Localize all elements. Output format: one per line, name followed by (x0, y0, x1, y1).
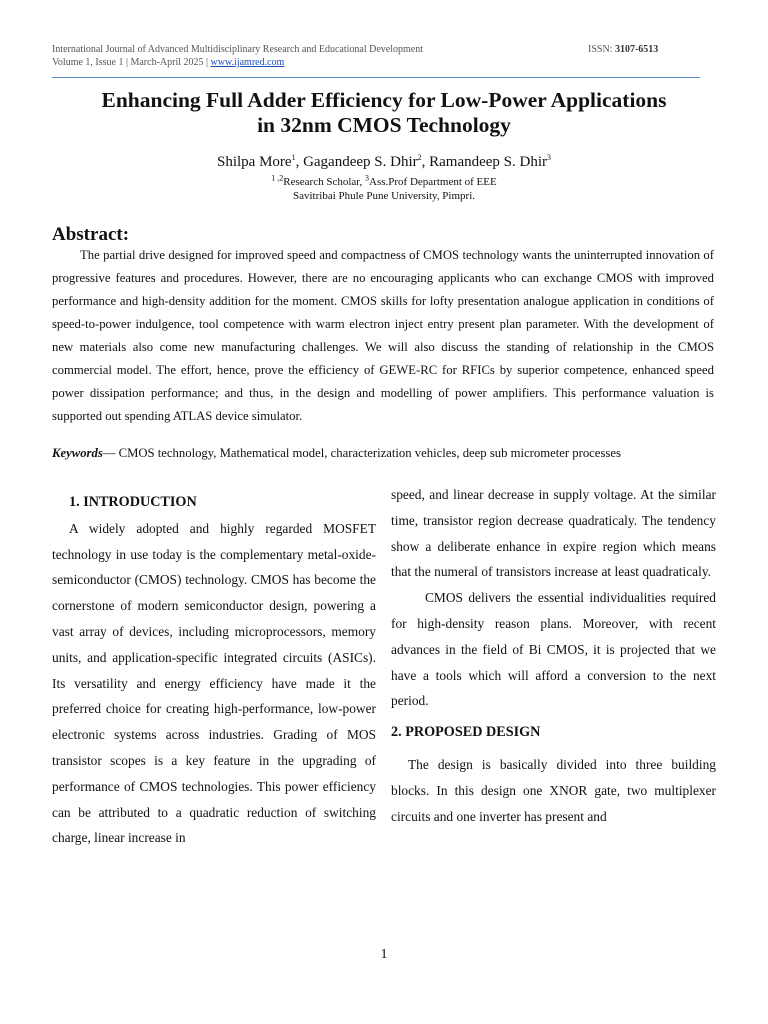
left-column (52, 490, 376, 851)
abstract-text: The partial drive designed for improved speed and compactness of CMOS technology wants the uninterrupted innovation of progressive features and procedures. However, there are no encouraging applicants who can exchange CMOS with improved performance and high-density addition for the moment. CMOS skills for lofty presentation analogue application in conditions of speed-to-power indulgence, tool competence with warm electron inject entry present plan parameter. With the development of new materials also come new manufacturing challenges. We will also discuss the standing of relationship in the CMOS commercial model. The effort, hence, prove the efficiency of GEWE-RC for RFICs by superior competence, enhanced speed power dissipation performance; and thus, in the design and modelling of power amplifiers. This performance valuation is supported out spending ATLAS device simulator. (52, 248, 714, 423)
abstract-heading: Abstract: (52, 224, 130, 245)
running-header (52, 43, 672, 69)
issn-number: 3107-6513 (614, 44, 659, 55)
volume-issue: Volume 1, Issue 1 | March-April 2025 | (52, 57, 209, 68)
header-divider (52, 77, 700, 78)
page-number: 1 (380, 947, 388, 962)
journal-name: International Journal of Advanced Multidisciplinary Research and Educational Development (52, 44, 423, 55)
proposed-design-text: The design is basically divided into three building blocks. In this design one XNOR gate, two multiplexer circuits and one inverter has present and (391, 756, 716, 824)
proposed-design-heading: 2. PROPOSED DESIGN (391, 724, 541, 741)
issn: ISSN: 3107-6513 (588, 44, 659, 55)
author-list: Shilpa More$^1$, Gagandeep S. Dhir$^2$, Ramandeep S. Dhir$^3$ (216, 153, 552, 170)
right-column (391, 482, 716, 829)
paper-title: Enhancing Full Adder Efficiency for Low-Power Applications in 32nm CMOS Technology (101, 88, 667, 137)
keywords-label: Keywords (52, 446, 103, 460)
introduction-heading: 1. INTRODUCTION (69, 494, 197, 510)
journal-url-link[interactable]: www.ijamred.com (210, 57, 285, 68)
keywords (52, 444, 714, 462)
introduction-continuation: speed, and linear decrease in supply voltage. At the similar time, transistor region decrease quadraticaly. The tendency show a deliberate enhance in expire region which means that the numeral of transistors increase at least quadraticaly. (391, 487, 716, 580)
introduction-text: A widely adopted and highly regarded MOSFET technology in use today is the complementary metal-oxide-semiconductor (CMOS) technology. CMOS has become the cornerstone of modern semiconductor design, powering a vast array of devices, including microprocessors, memory units, and application-specific integrated circuits (ASICs). Its versatility and energy efficiency have made it the preferred choice for creating high-performance, low-power electronic systems across industries. Grading of MOS transistor scopes is a key feature in the upgrading of performance of CMOS technologies. This power efficiency can be attributed to a quadratic reduction of switching charge, linear increase in (52, 520, 376, 846)
affiliation: $^{1 ,2}$Research Scholar, $^3$Ass.Prof Department of EEE Savitribai Phule Pune University, Pimpri. (271, 173, 497, 202)
cmos-paragraph: CMOS delivers the essential individualities required for high-density reason plans. Moreover, with recent advances in the field of Bi CMOS, it is projected that we have a tools which will afford a conversion to the next period. (391, 590, 716, 709)
keywords-text: — CMOS technology, Mathematical model, characterization vehicles, deep sub micrometer processes (102, 446, 621, 460)
